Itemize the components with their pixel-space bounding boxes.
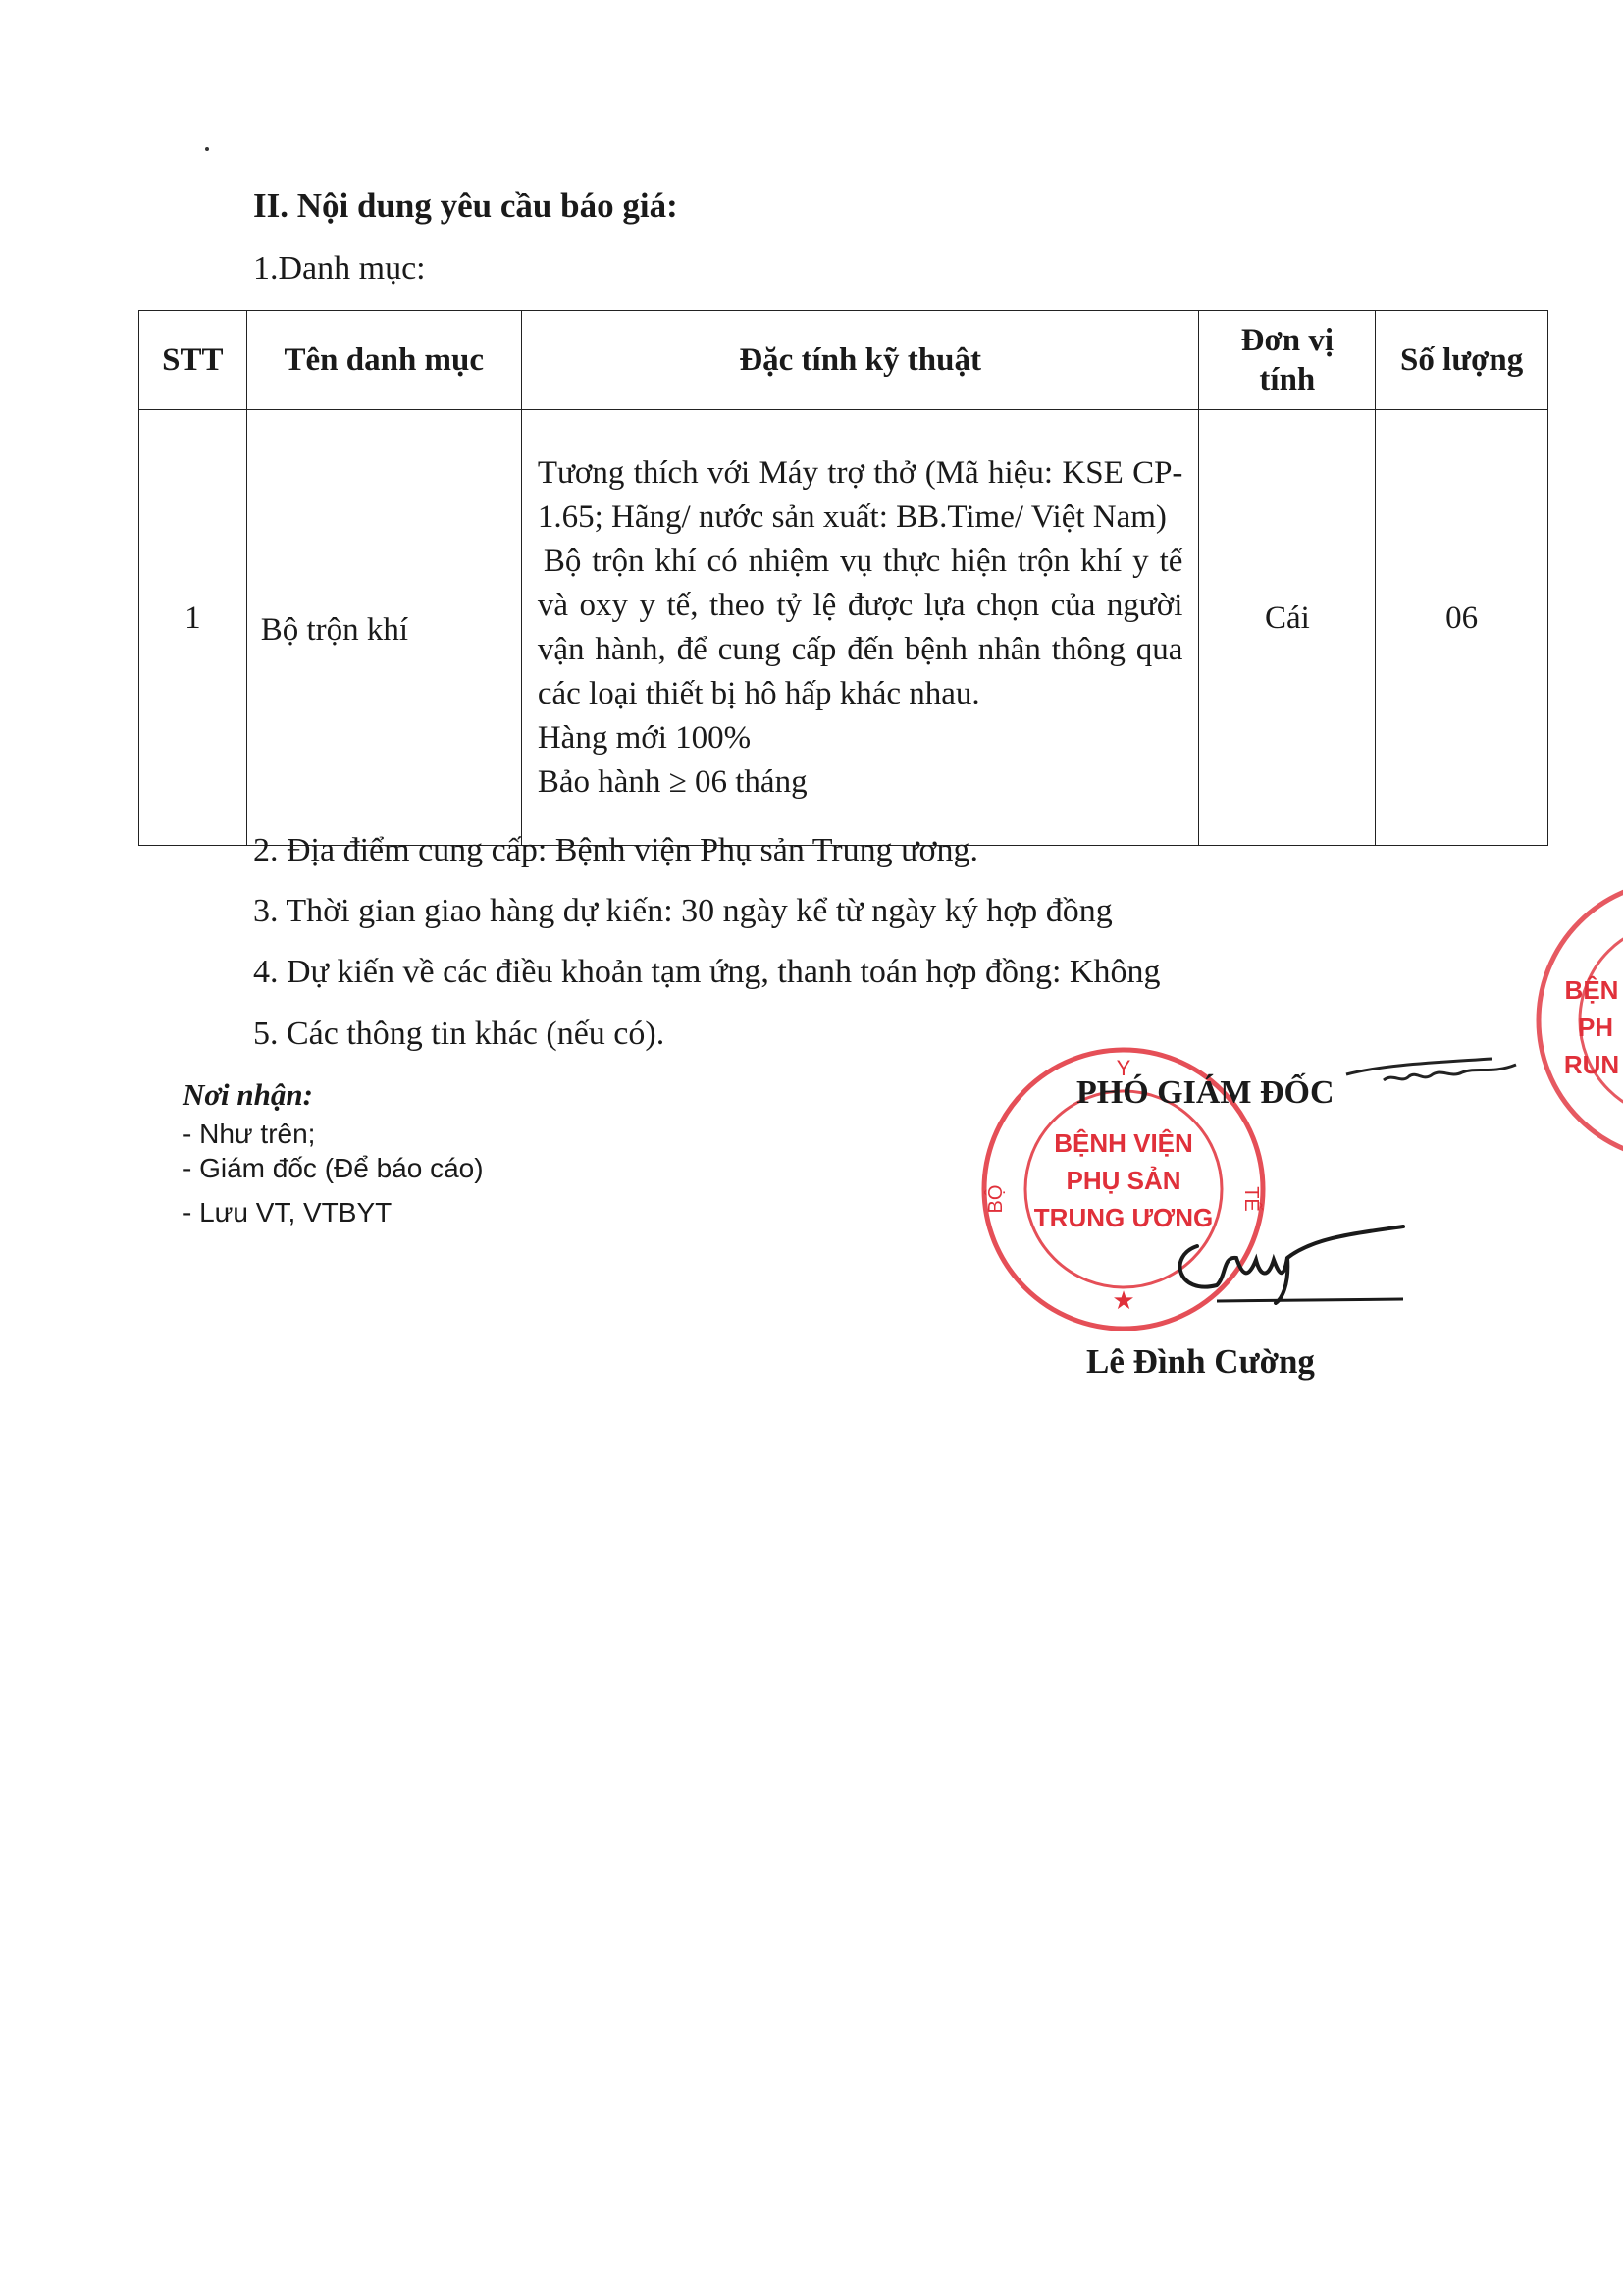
seal-left-arc: BỘ xyxy=(985,1184,1007,1214)
header-qty: Số lượng xyxy=(1376,311,1548,410)
list-subheading: 1.Danh mục: xyxy=(253,250,426,287)
recipients-title: Nơi nhận: xyxy=(183,1077,313,1112)
header-unit-line2: tính xyxy=(1259,362,1316,397)
table-header-row xyxy=(139,311,1548,410)
recipient-item: - Giám đốc (Để báo cáo) xyxy=(183,1153,484,1183)
seal-line1: BỆNH VIỆN xyxy=(1054,1128,1193,1158)
spec-compatibility: Tương thích với Máy trợ thở (Mã hiệu: KSE CP-1.65; Hãng/ nước sản xuất: BB.Time/ Việt Nam) xyxy=(537,454,1183,535)
info-item-location: 2. Địa điểm cung cấp: Bệnh viện Phụ sản Trung ương. xyxy=(253,832,979,868)
seal-top-mark: Y xyxy=(1116,1056,1131,1080)
cell-spec xyxy=(521,410,1199,846)
cell-qty: 06 xyxy=(1376,410,1548,846)
header-unit xyxy=(1199,311,1376,410)
initial-icon xyxy=(1344,1045,1521,1104)
signer-name: Lê Đình Cường xyxy=(1086,1342,1315,1381)
seal-star: ★ xyxy=(1112,1286,1135,1316)
header-stt: STT xyxy=(139,311,247,410)
header-spec: Đặc tính kỹ thuật xyxy=(521,311,1199,410)
partial-seal-line2: PH xyxy=(1577,1013,1614,1042)
cell-name: Bộ trộn khí xyxy=(246,410,521,846)
spec-function: Bộ trộn khí có nhiệm vụ thực hiện trộn khí y tế và oxy y tế, theo tỷ lệ được lựa chọn của người vận hành, để cung cấp đến bệnh nhân thông qua các loại thiết bị hô hấp khác nhau. xyxy=(537,543,1183,711)
section-title: II. Nội dung yêu cầu báo giá: xyxy=(253,186,678,225)
table-row xyxy=(139,410,1548,846)
seal-line2: PHỤ SẢN xyxy=(1066,1166,1181,1195)
seal-right-arc: TẾ xyxy=(1240,1186,1262,1212)
scan-dot xyxy=(205,147,209,151)
header-unit-line1: Đơn vị xyxy=(1240,323,1335,358)
info-item-delivery: 3. Thời gian giao hàng dự kiến: 30 ngày kể từ ngày ký hợp đồng xyxy=(253,893,1113,929)
items-table xyxy=(138,310,1548,846)
header-name: Tên danh mục xyxy=(246,311,521,410)
recipient-item: - Như trên; xyxy=(183,1119,316,1149)
recipient-item: - Lưu VT, VTBYT xyxy=(183,1197,393,1227)
signature-icon xyxy=(1158,1197,1413,1305)
partial-seal-line3: RUN xyxy=(1563,1050,1620,1079)
partial-seal-line1: BỆN xyxy=(1564,975,1619,1005)
partial-seal-icon xyxy=(1531,873,1623,1168)
info-item-other: 5. Các thông tin khác (nếu có). xyxy=(253,1016,665,1052)
signer-title: PHÓ GIÁM ĐỐC xyxy=(1076,1074,1335,1111)
info-item-payment: 4. Dự kiến về các điều khoản tạm ứng, thanh toán hợp đồng: Không xyxy=(253,954,1161,990)
cell-unit: Cái xyxy=(1199,410,1376,846)
seal-line3: TRUNG ƯƠNG xyxy=(1033,1203,1214,1232)
spec-warranty: Bảo hành ≥ 06 tháng xyxy=(537,763,808,800)
spec-condition: Hàng mới 100% xyxy=(537,719,752,756)
cell-stt: 1 xyxy=(139,410,247,846)
